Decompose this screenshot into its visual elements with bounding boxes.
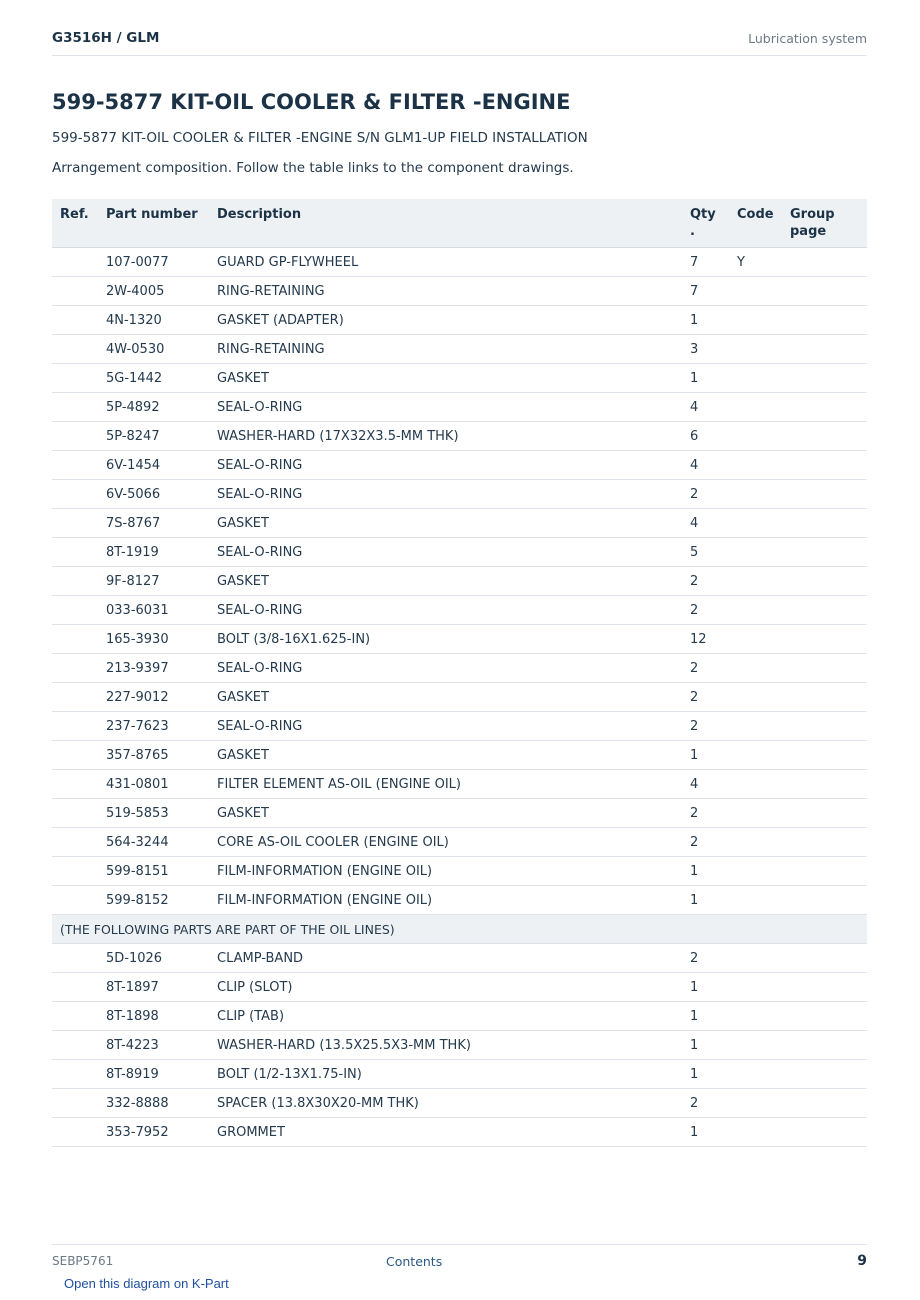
parts-table xyxy=(52,199,867,1147)
cell-qty: 2 xyxy=(690,487,699,502)
cell-description: SEAL-O-RING xyxy=(217,661,303,676)
header-group-page xyxy=(790,206,860,240)
section-note-text: (THE FOLLOWING PARTS ARE PART OF THE OIL LINES) xyxy=(60,922,395,937)
table-row xyxy=(52,335,867,364)
cell-description: GASKET (ADAPTER) xyxy=(217,313,344,328)
table-row xyxy=(52,393,867,422)
cell-qty: 3 xyxy=(690,342,699,357)
table-row xyxy=(52,1031,867,1060)
cell-part-number[interactable]: 5P-8247 xyxy=(106,429,160,444)
cell-qty: 6 xyxy=(690,429,699,444)
table-row xyxy=(52,451,867,480)
cell-description: GASKET xyxy=(217,806,269,821)
cell-part-number[interactable]: 564-3244 xyxy=(106,835,169,850)
table-row xyxy=(52,741,867,770)
table-row xyxy=(52,886,867,915)
table-body xyxy=(52,248,867,1147)
cell-description: SEAL-O-RING xyxy=(217,487,303,502)
cell-part-number[interactable]: 5D-1026 xyxy=(106,951,163,966)
cell-qty: 7 xyxy=(690,284,699,299)
cell-part-number[interactable]: 213-9397 xyxy=(106,661,169,676)
page-subtitle: 599-5877 KIT-OIL COOLER & FILTER -ENGINE S/N GLM1-UP FIELD INSTALLATION xyxy=(52,130,588,146)
table-row xyxy=(52,712,867,741)
page-title: 599-5877 KIT-OIL COOLER & FILTER -ENGINE xyxy=(52,90,571,114)
page-footer xyxy=(52,1244,867,1274)
cell-description: GASKET xyxy=(217,516,269,531)
section-label: Lubrication system xyxy=(748,31,867,46)
header-qty-line1: Qty xyxy=(690,207,716,222)
cell-part-number[interactable]: 8T-1897 xyxy=(106,980,159,995)
header-qty xyxy=(690,206,730,240)
table-row xyxy=(52,683,867,712)
table-row xyxy=(52,857,867,886)
table-row xyxy=(52,799,867,828)
cell-description: SEAL-O-RING xyxy=(217,545,303,560)
cell-qty: 2 xyxy=(690,574,699,589)
cell-description: SEAL-O-RING xyxy=(217,719,303,734)
table-row xyxy=(52,277,867,306)
cell-part-number[interactable]: 7S-8767 xyxy=(106,516,161,531)
cell-part-number[interactable]: 227-9012 xyxy=(106,690,169,705)
cell-qty: 12 xyxy=(690,632,707,647)
cell-description: GROMMET xyxy=(217,1125,285,1140)
page-description: Arrangement composition. Follow the table links to the component drawings. xyxy=(52,160,574,176)
cell-qty: 1 xyxy=(690,1067,699,1082)
table-row xyxy=(52,248,867,277)
cell-code: Y xyxy=(737,255,745,270)
cell-qty: 4 xyxy=(690,777,699,792)
cell-description: BOLT (3/8-16X1.625-IN) xyxy=(217,632,371,647)
cell-qty: 1 xyxy=(690,980,699,995)
cell-description: CLIP (SLOT) xyxy=(217,980,293,995)
kpart-diagram-link[interactable]: Open this diagram on K-Part xyxy=(64,1276,229,1291)
cell-description: WASHER-HARD (17X32X3.5-MM THK) xyxy=(217,429,459,444)
cell-qty: 2 xyxy=(690,690,699,705)
cell-part-number[interactable]: 9F-8127 xyxy=(106,574,160,589)
cell-qty: 2 xyxy=(690,951,699,966)
cell-part-number[interactable]: 6V-5066 xyxy=(106,487,161,502)
cell-qty: 1 xyxy=(690,893,699,908)
cell-description: FILM-INFORMATION (ENGINE OIL) xyxy=(217,893,433,908)
cell-description: RING-RETAINING xyxy=(217,342,325,357)
cell-description: BOLT (1/2-13X1.75-IN) xyxy=(217,1067,362,1082)
cell-qty: 1 xyxy=(690,748,699,763)
cell-description: GASKET xyxy=(217,574,269,589)
cell-part-number[interactable]: 357-8765 xyxy=(106,748,169,763)
table-row xyxy=(52,828,867,857)
table-row xyxy=(52,480,867,509)
table-row xyxy=(52,654,867,683)
cell-description: FILTER ELEMENT AS-OIL (ENGINE OIL) xyxy=(217,777,461,792)
cell-part-number[interactable]: 8T-1919 xyxy=(106,545,159,560)
cell-qty: 1 xyxy=(690,864,699,879)
table-row xyxy=(52,973,867,1002)
cell-part-number[interactable]: 599-8152 xyxy=(106,893,169,908)
document-id: SEBP5761 xyxy=(52,1254,114,1268)
cell-qty: 1 xyxy=(690,313,699,328)
cell-qty: 1 xyxy=(690,371,699,386)
cell-part-number[interactable]: 4W-0530 xyxy=(106,342,165,357)
table-row xyxy=(52,364,867,393)
table-row xyxy=(52,1089,867,1118)
cell-part-number[interactable]: 8T-8919 xyxy=(106,1067,159,1082)
header-code: Code xyxy=(737,207,774,222)
table-row xyxy=(52,538,867,567)
table-row xyxy=(52,567,867,596)
cell-description: GASKET xyxy=(217,690,269,705)
cell-description: WASHER-HARD (13.5X25.5X3-MM THK) xyxy=(217,1038,471,1053)
page-header xyxy=(52,28,867,56)
cell-part-number[interactable]: 033-6031 xyxy=(106,603,169,618)
table-row xyxy=(52,770,867,799)
table-row xyxy=(52,944,867,973)
table-row xyxy=(52,1002,867,1031)
cell-part-number[interactable]: 8T-1898 xyxy=(106,1009,159,1024)
table-row xyxy=(52,509,867,538)
cell-description: SEAL-O-RING xyxy=(217,603,303,618)
cell-part-number[interactable]: 4N-1320 xyxy=(106,313,162,328)
cell-description: GASKET xyxy=(217,748,269,763)
header-group-line1: Group xyxy=(790,207,835,222)
cell-part-number[interactable]: 519-5853 xyxy=(106,806,169,821)
cell-description: CORE AS-OIL COOLER (ENGINE OIL) xyxy=(217,835,449,850)
cell-part-number[interactable]: 599-8151 xyxy=(106,864,169,879)
table-section-note xyxy=(52,915,867,944)
cell-qty: 7 xyxy=(690,255,699,270)
cell-description: SEAL-O-RING xyxy=(217,400,303,415)
cell-qty: 2 xyxy=(690,603,699,618)
cell-description: RING-RETAINING xyxy=(217,284,325,299)
header-group-line2: page xyxy=(790,224,827,239)
cell-qty: 2 xyxy=(690,719,699,734)
cell-description: CLAMP-BAND xyxy=(217,951,304,966)
cell-qty: 1 xyxy=(690,1038,699,1053)
cell-part-number[interactable]: 107-0077 xyxy=(106,255,169,270)
cell-part-number[interactable]: 6V-1454 xyxy=(106,458,161,473)
cell-description: FILM-INFORMATION (ENGINE OIL) xyxy=(217,864,433,879)
header-part-number: Part number xyxy=(106,207,198,222)
header-qty-line2: . xyxy=(690,224,695,239)
table-row xyxy=(52,1060,867,1089)
cell-part-number[interactable]: 165-3930 xyxy=(106,632,169,647)
cell-qty: 4 xyxy=(690,458,699,473)
cell-qty: 2 xyxy=(690,835,699,850)
table-row xyxy=(52,596,867,625)
cell-part-number[interactable]: 353-7952 xyxy=(106,1125,169,1140)
cell-qty: 2 xyxy=(690,806,699,821)
cell-qty: 5 xyxy=(690,545,699,560)
cell-description: GUARD GP-FLYWHEEL xyxy=(217,255,359,270)
cell-description: GASKET xyxy=(217,371,269,386)
cell-qty: 1 xyxy=(690,1125,699,1140)
cell-part-number[interactable]: 8T-4223 xyxy=(106,1038,159,1053)
page-number: 9 xyxy=(857,1253,867,1269)
cell-qty: 1 xyxy=(690,1009,699,1024)
header-ref: Ref. xyxy=(60,207,89,222)
table-row xyxy=(52,1118,867,1147)
cell-part-number[interactable]: 5P-4892 xyxy=(106,400,160,415)
cell-part-number[interactable]: 2W-4005 xyxy=(106,284,165,299)
cell-part-number[interactable]: 5G-1442 xyxy=(106,371,163,386)
cell-description: SPACER (13.8X30X20-MM THK) xyxy=(217,1096,419,1111)
cell-qty: 4 xyxy=(690,516,699,531)
cell-part-number[interactable]: 237-7623 xyxy=(106,719,169,734)
cell-qty: 2 xyxy=(690,661,699,676)
cell-description: SEAL-O-RING xyxy=(217,458,303,473)
cell-part-number[interactable]: 431-0801 xyxy=(106,777,169,792)
cell-qty: 2 xyxy=(690,1096,699,1111)
cell-description: CLIP (TAB) xyxy=(217,1009,285,1024)
table-row xyxy=(52,625,867,654)
header-description: Description xyxy=(217,207,302,222)
table-row xyxy=(52,306,867,335)
model-label: G3516H / GLM xyxy=(52,30,160,46)
table-row xyxy=(52,422,867,451)
table-header xyxy=(52,199,867,248)
contents-link[interactable]: Contents xyxy=(386,1254,443,1269)
cell-qty: 4 xyxy=(690,400,699,415)
cell-part-number[interactable]: 332-8888 xyxy=(106,1096,169,1111)
